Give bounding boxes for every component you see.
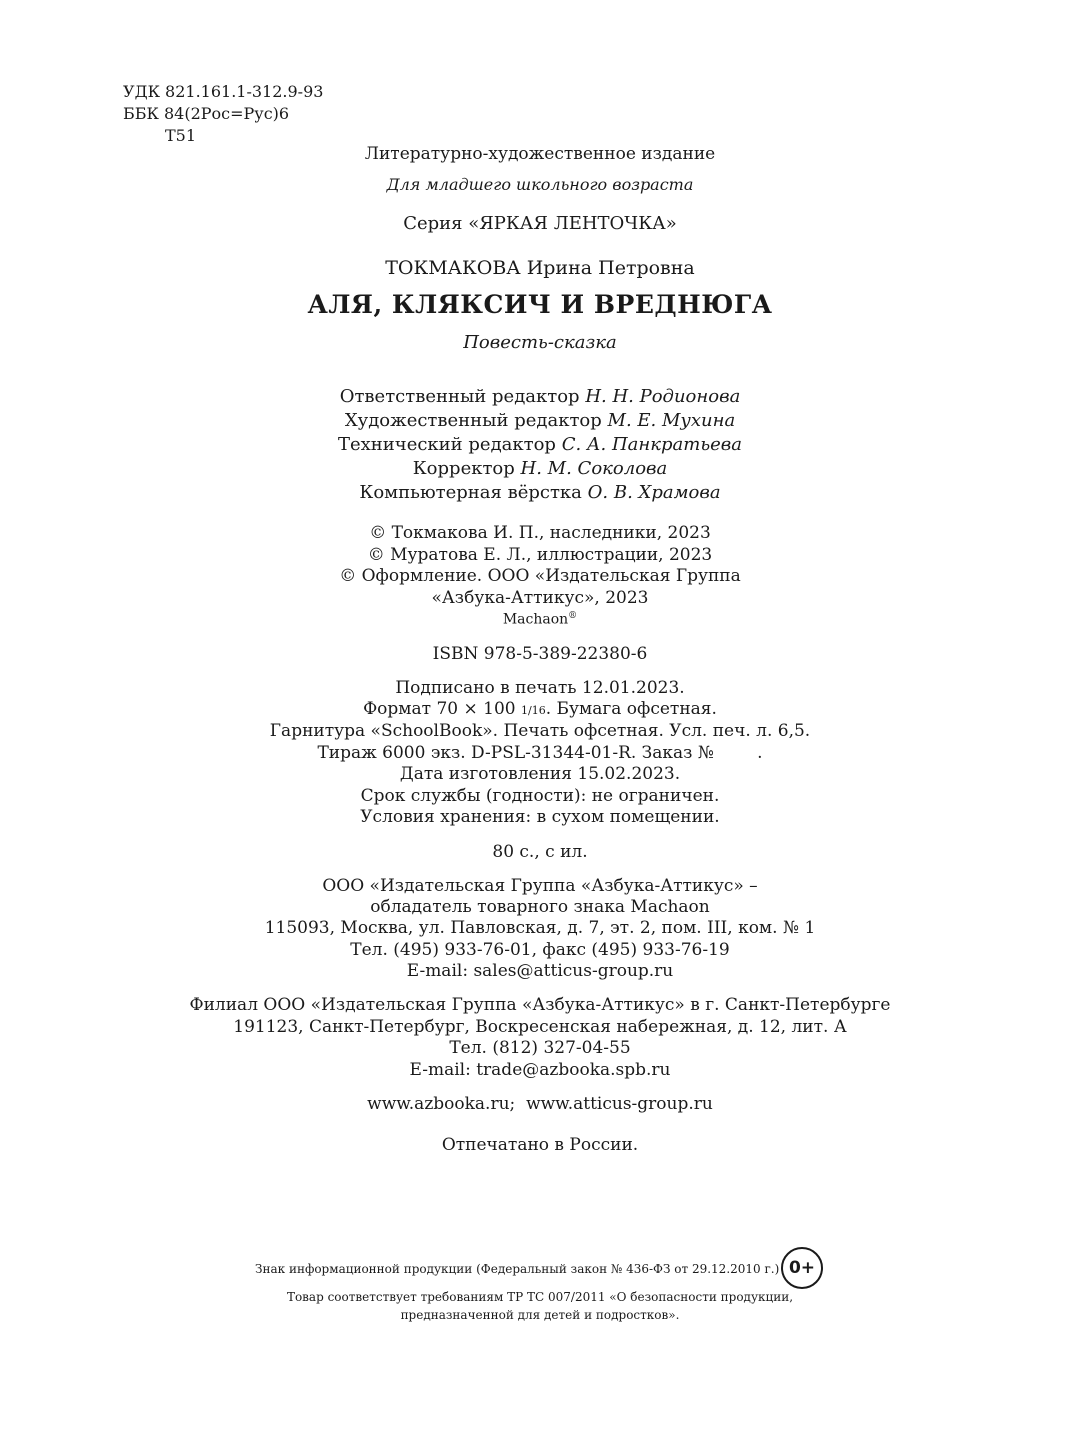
- genre: Повесть-сказка: [463, 332, 617, 353]
- publisher-line: Тел. (495) 933-76-01, факс (495) 933-76-19: [350, 940, 730, 960]
- imprint: Machaon®: [502, 611, 578, 628]
- editor-line: Ответственный редактор Н. Н. Родионова: [339, 386, 741, 407]
- copyright-line: «Азбука-Аттикус», 2023: [431, 588, 649, 608]
- branch-line: 191123, Санкт-Петербург, Воскресенская набережная, д. 12, лит. А: [233, 1017, 847, 1037]
- print-format: Формат 70 × 100 1/16. Бумага офсетная.: [363, 699, 717, 719]
- editor-line: Компьютерная вёрстка О. В. Храмова: [359, 482, 721, 503]
- branch-line: Филиал ООО «Издательская Группа «Азбука-Аттикус» в г. Санкт-Петербурге: [189, 995, 891, 1015]
- compliance-line: Товар соответствует требованиям ТР ТС 007/2011 «О безопасности продукции,: [286, 1290, 794, 1304]
- page-count: 80 с., с ил.: [492, 842, 588, 862]
- print-signed: Подписано в печать 12.01.2023.: [395, 678, 685, 698]
- audience: Для младшего школьного возраста: [386, 175, 694, 194]
- print-run: Тираж 6000 экз. D-PSL-31344-01-R. Заказ № .: [317, 743, 763, 763]
- websites: www.azbooka.ru; www.atticus-group.ru: [367, 1094, 713, 1114]
- copyright-line: © Муратова Е. Л., иллюстрации, 2023: [367, 545, 713, 565]
- book-title: АЛЯ, КЛЯКСИЧ И ВРЕДНЮГА: [307, 290, 773, 319]
- publisher-email: E-mail: sales@atticus-group.ru: [406, 961, 674, 981]
- storage-conditions: Условия хранения: в сухом помещении.: [360, 807, 720, 827]
- series: Серия «ЯРКАЯ ЛЕНТОЧКА»: [403, 213, 677, 234]
- printed-in: Отпечатано в России.: [441, 1135, 639, 1155]
- branch-email: E-mail: trade@azbooka.spb.ru: [409, 1060, 671, 1080]
- udk-code: УДК 821.161.1-312.9-93: [123, 82, 324, 101]
- editor-line: Корректор Н. М. Соколова: [412, 458, 668, 479]
- bbk-code: ББК 84(2Рос=Рус)6: [123, 104, 290, 123]
- branch-line: Тел. (812) 327-04-55: [449, 1038, 631, 1058]
- publisher-line: обладатель товарного знака Machaon: [370, 897, 710, 917]
- isbn: ISBN 978-5-389-22380-6: [432, 644, 648, 664]
- author-mark: Т51: [165, 126, 197, 145]
- copyright-line: © Токмакова И. П., наследники, 2023: [369, 523, 711, 543]
- age-rating-badge: 0+: [781, 1247, 823, 1289]
- editor-line: Художественный редактор М. Е. Мухина: [344, 410, 736, 431]
- compliance-line: предназначенной для детей и подростков».: [400, 1308, 680, 1322]
- print-typeface: Гарнитура «SchoolBook». Печать офсетная. Усл. печ. л. 6,5.: [269, 721, 811, 741]
- edition-type: Литературно-художественное издание: [364, 144, 716, 164]
- manufacture-date: Дата изготовления 15.02.2023.: [399, 764, 681, 784]
- author: ТОКМАКОВА Ирина Петровна: [385, 257, 695, 279]
- copyright-line: © Оформление. ООО «Издательская Группа: [339, 566, 741, 586]
- publisher-line: 115093, Москва, ул. Павловская, д. 7, эт. 2, пом. III, ком. № 1: [264, 918, 816, 938]
- info-mark-note: Знак информационной продукции (Федеральный закон № 436-ФЗ от 29.12.2010 г.): [255, 1262, 780, 1276]
- editor-line: Технический редактор С. А. Панкратьева: [337, 434, 742, 455]
- shelf-life: Срок службы (годности): не ограничен.: [360, 786, 720, 806]
- publisher-line: ООО «Издательская Группа «Азбука-Аттикус» –: [322, 876, 758, 896]
